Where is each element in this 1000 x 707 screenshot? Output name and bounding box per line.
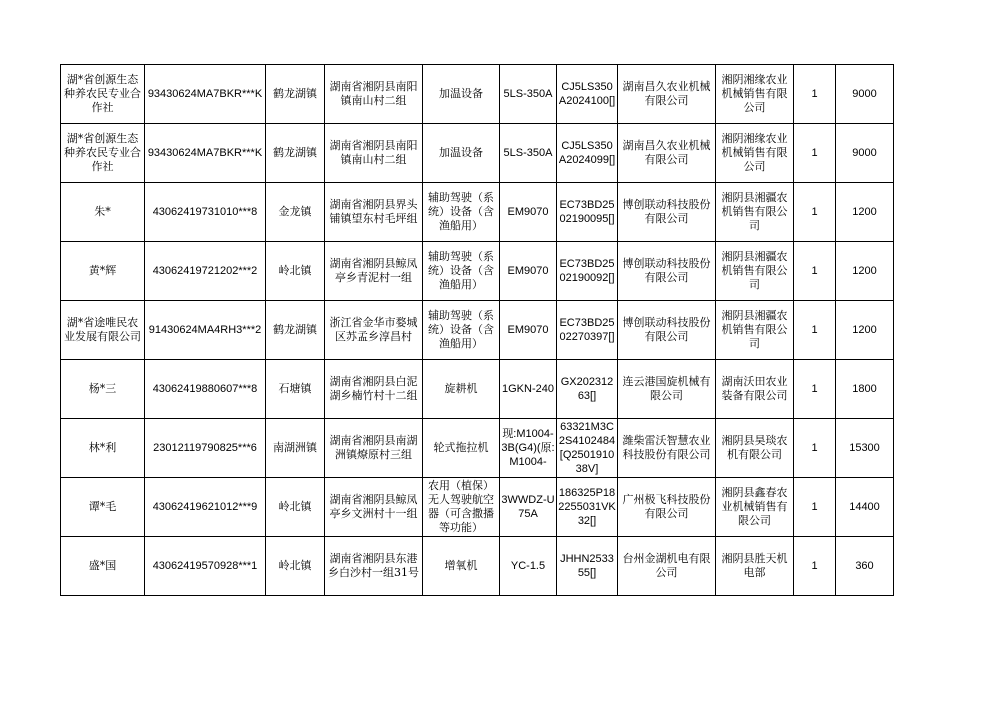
serial-number-cell: EC73BD2502190095[]	[557, 183, 618, 242]
model-cell: EM9070	[500, 301, 557, 360]
id-number-cell: 91430624MA4RH3***2	[145, 301, 266, 360]
dealer-cell: 湘阴县湘疆农机销售有限公司	[716, 301, 794, 360]
quantity-cell: 1	[794, 419, 836, 478]
address-cell: 湖南省湘阴县南湖洲镇燎原村三组	[325, 419, 423, 478]
model-cell: YC-1.5	[500, 537, 557, 596]
id-number-cell: 43062419721202***2	[145, 242, 266, 301]
subsidy-amount-cell: 1200	[836, 183, 894, 242]
subsidy-amount-cell: 1200	[836, 242, 894, 301]
quantity-cell: 1	[794, 301, 836, 360]
model-cell: EM9070	[500, 242, 557, 301]
machine-category-cell: 旋耕机	[423, 360, 500, 419]
machine-category-cell: 辅助驾驶（系统）设备（含渔船用）	[423, 242, 500, 301]
table-row	[61, 242, 894, 301]
manufacturer-cell: 台州金湖机电有限公司	[618, 537, 716, 596]
id-number-cell: 43062419731010***8	[145, 183, 266, 242]
town-cell: 岭北镇	[266, 242, 325, 301]
manufacturer-cell: 湖南昌久农业机械有限公司	[618, 124, 716, 183]
machine-category-cell: 加温设备	[423, 124, 500, 183]
quantity-cell: 1	[794, 360, 836, 419]
table-row	[61, 537, 894, 596]
subsidy-amount-cell: 360	[836, 537, 894, 596]
subsidy-amount-cell: 14400	[836, 478, 894, 537]
machine-category-cell: 加温设备	[423, 65, 500, 124]
table-row	[61, 183, 894, 242]
model-cell: EM9070	[500, 183, 557, 242]
buyer-name-cell: 朱*	[61, 183, 145, 242]
table-body	[61, 65, 894, 596]
table-row	[61, 419, 894, 478]
serial-number-cell: 63321M3C2S4102484[Q250191038V]	[557, 419, 618, 478]
dealer-cell: 湘阴县鑫春农业机械销售有限公司	[716, 478, 794, 537]
machine-category-cell: 增氧机	[423, 537, 500, 596]
manufacturer-cell: 连云港国旋机械有限公司	[618, 360, 716, 419]
manufacturer-cell: 广州极飞科技股份有限公司	[618, 478, 716, 537]
dealer-cell: 湘阴湘缘农业机械销售有限公司	[716, 124, 794, 183]
address-cell: 湖南省湘阴县白泥湖乡楠竹村十二组	[325, 360, 423, 419]
id-number-cell: 23012119790825***6	[145, 419, 266, 478]
serial-number-cell: EC73BD2502270397[]	[557, 301, 618, 360]
dealer-cell: 湖南沃田农业装备有限公司	[716, 360, 794, 419]
dealer-cell: 湘阴县湘疆农机销售有限公司	[716, 242, 794, 301]
manufacturer-cell: 博创联动科技股份有限公司	[618, 242, 716, 301]
machine-category-cell: 辅助驾驶（系统）设备（含渔船用）	[423, 183, 500, 242]
address-cell: 湖南省湘阴县鲸凤亭乡文洲村十一组	[325, 478, 423, 537]
machine-category-cell: 农用（植保）无人驾驶航空器（可含撒播等功能）	[423, 478, 500, 537]
town-cell: 鹤龙湖镇	[266, 124, 325, 183]
table-row	[61, 478, 894, 537]
id-number-cell: 93430624MA7BKR***K	[145, 124, 266, 183]
table-row	[61, 360, 894, 419]
id-number-cell: 43062419570928***1	[145, 537, 266, 596]
quantity-cell: 1	[794, 124, 836, 183]
quantity-cell: 1	[794, 183, 836, 242]
serial-number-cell: CJ5LS350A2024100[]	[557, 65, 618, 124]
dealer-cell: 湘阴县胜天机电部	[716, 537, 794, 596]
town-cell: 岭北镇	[266, 478, 325, 537]
subsidy-amount-cell: 1200	[836, 301, 894, 360]
serial-number-cell: EC73BD2502190092[]	[557, 242, 618, 301]
buyer-name-cell: 谭*毛	[61, 478, 145, 537]
address-cell: 湖南省湘阴县东港乡白沙村一组31号	[325, 537, 423, 596]
dealer-cell: 湘阴县湘疆农机销售有限公司	[716, 183, 794, 242]
model-cell: 5LS-350A	[500, 124, 557, 183]
id-number-cell: 43062419880607***8	[145, 360, 266, 419]
buyer-name-cell: 湖*省创源生态种养农民专业合作社	[61, 65, 145, 124]
town-cell: 金龙镇	[266, 183, 325, 242]
manufacturer-cell: 博创联动科技股份有限公司	[618, 183, 716, 242]
machine-category-cell: 辅助驾驶（系统）设备（含渔船用）	[423, 301, 500, 360]
table-row	[61, 65, 894, 124]
town-cell: 石塘镇	[266, 360, 325, 419]
machine-category-cell: 轮式拖拉机	[423, 419, 500, 478]
address-cell: 湖南省湘阴县南阳镇南山村二组	[325, 124, 423, 183]
buyer-name-cell: 林*利	[61, 419, 145, 478]
serial-number-cell: JHHN253355[]	[557, 537, 618, 596]
serial-number-cell: GX20231263[]	[557, 360, 618, 419]
town-cell: 鹤龙湖镇	[266, 65, 325, 124]
buyer-name-cell: 湖*省创源生态种养农民专业合作社	[61, 124, 145, 183]
subsidy-table	[60, 64, 894, 596]
buyer-name-cell: 盛*国	[61, 537, 145, 596]
town-cell: 鹤龙湖镇	[266, 301, 325, 360]
serial-number-cell: CJ5LS350A2024099[]	[557, 124, 618, 183]
manufacturer-cell: 潍柴雷沃智慧农业科技股份有限公司	[618, 419, 716, 478]
table-row	[61, 124, 894, 183]
subsidy-amount-cell: 1800	[836, 360, 894, 419]
dealer-cell: 湘阴湘缘农业机械销售有限公司	[716, 65, 794, 124]
manufacturer-cell: 湖南昌久农业机械有限公司	[618, 65, 716, 124]
address-cell: 湖南省湘阴县界头铺镇望东村毛坪组	[325, 183, 423, 242]
model-cell: 5LS-350A	[500, 65, 557, 124]
quantity-cell: 1	[794, 65, 836, 124]
model-cell: 3WWDZ-U75A	[500, 478, 557, 537]
address-cell: 湖南省湘阴县南阳镇南山村二组	[325, 65, 423, 124]
model-cell: 1GKN-240	[500, 360, 557, 419]
quantity-cell: 1	[794, 537, 836, 596]
subsidy-amount-cell: 9000	[836, 65, 894, 124]
manufacturer-cell: 博创联动科技股份有限公司	[618, 301, 716, 360]
dealer-cell: 湘阴县昊琰农机有限公司	[716, 419, 794, 478]
address-cell: 浙江省金华市婺城区苏孟乡淳昌村	[325, 301, 423, 360]
id-number-cell: 43062419621012***9	[145, 478, 266, 537]
quantity-cell: 1	[794, 478, 836, 537]
subsidy-amount-cell: 15300	[836, 419, 894, 478]
town-cell: 岭北镇	[266, 537, 325, 596]
id-number-cell: 93430624MA7BKR***K	[145, 65, 266, 124]
subsidy-amount-cell: 9000	[836, 124, 894, 183]
address-cell: 湖南省湘阴县鲸凤亭乡青泥村一组	[325, 242, 423, 301]
table-row	[61, 301, 894, 360]
buyer-name-cell: 黄*辉	[61, 242, 145, 301]
buyer-name-cell: 杨*三	[61, 360, 145, 419]
town-cell: 南湖洲镇	[266, 419, 325, 478]
quantity-cell: 1	[794, 242, 836, 301]
buyer-name-cell: 湖*省途唯民农业发展有限公司	[61, 301, 145, 360]
model-cell: 现:M1004-3B(G4)(原:M1004-	[500, 419, 557, 478]
serial-number-cell: 186325P182255031VK32[]	[557, 478, 618, 537]
